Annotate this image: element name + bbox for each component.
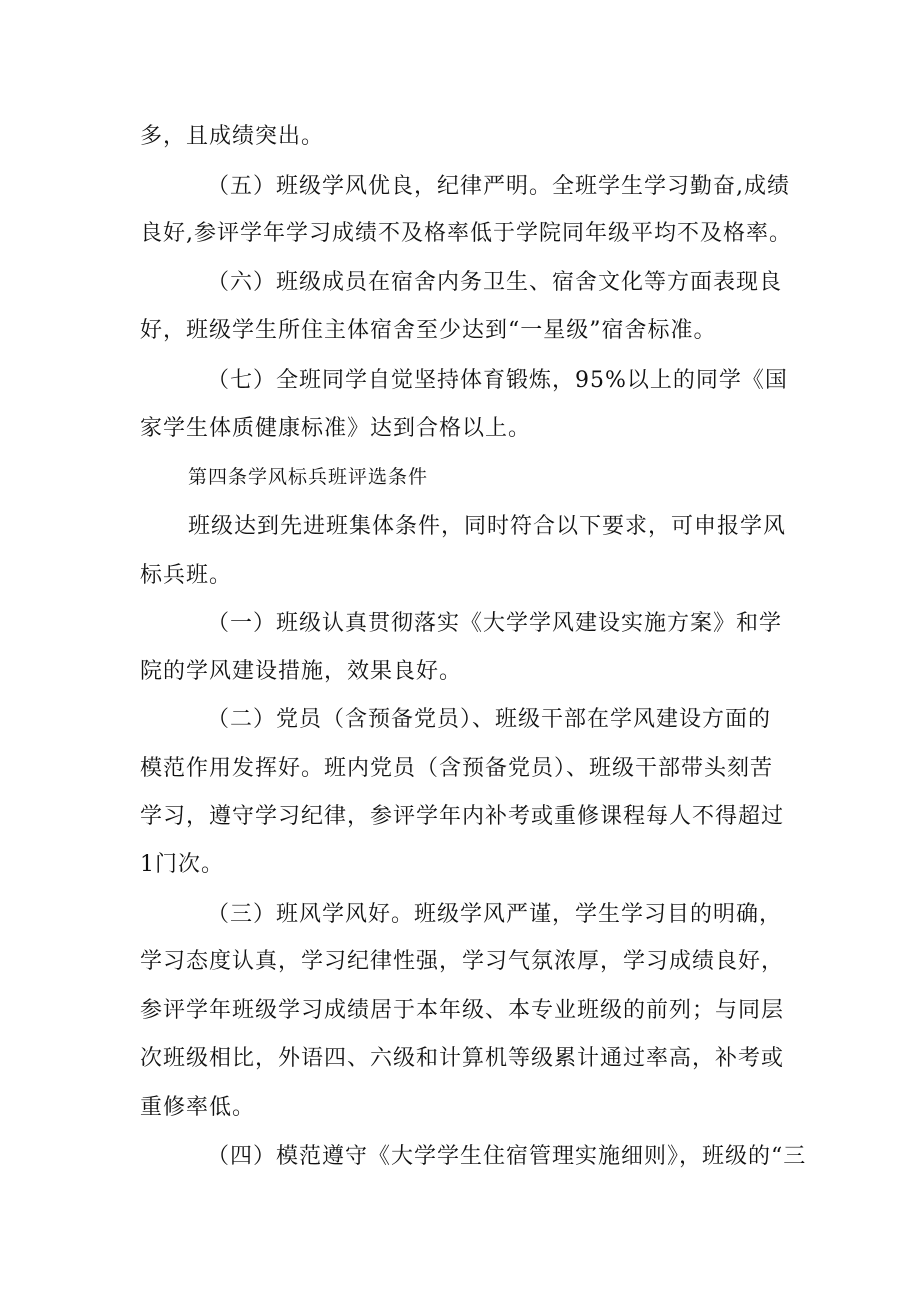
paragraph-line: 模范作用发挥好。班内党员（含预备党员）、班级干部带头刻苦 — [140, 756, 774, 781]
paragraph-line: （六）班级成员在宿舍内务卫生、宿舍文化等方面表现良 — [207, 270, 783, 295]
paragraph-line: （五）班级学风优良，纪律严明。全班学生学习勤奋,成绩 — [207, 174, 790, 199]
paragraph-line: 1门次。 — [140, 852, 224, 877]
paragraph-line: 学习态度认真，学习纪律性强，学习气氛浓厚，学习成绩良好， — [140, 949, 785, 974]
paragraph-line: （一）班级认真贯彻落实《大学学风建设实施方案》和学 — [207, 611, 783, 636]
paragraph-line: （三）班风学风好。班级学风严谨，学生学习目的明确， — [207, 902, 783, 927]
paragraph-line: 学习，遵守学习纪律，参评学年内补考或重修课程每人不得超过 — [140, 804, 785, 829]
paragraph-line: （二）党员（含预备党员）、班级干部在学风建设方面的 — [207, 707, 772, 732]
paragraph-line: （七）全班同学自觉坚持体育锻炼，95%以上的同学《国 — [207, 368, 788, 393]
paragraph-line: 次班级相比，外语四、六级和计算机等级累计通过率高，补考或 — [140, 1046, 785, 1071]
paragraph-line: （四）模范遵守《大学学生住宿管理实施细则》，班级的“三 — [207, 1144, 807, 1169]
paragraph-line: 参评学年班级学习成绩居于本年级、本专业班级的前列；与同层 — [140, 998, 785, 1023]
paragraph-line: 标兵班。 — [140, 563, 233, 588]
paragraph-line: 班级达到先进班集体条件，同时符合以下要求，可申报学风 — [188, 514, 787, 539]
paragraph-line: 良好,参评学年学习成绩不及格率低于学院同年级平均不及格率。 — [140, 221, 792, 246]
paragraph-line: 多，且成绩突出。 — [140, 124, 325, 149]
paragraph-line: 好，班级学生所住主体宿舍至少达到“一星级”宿舍标准。 — [140, 318, 717, 343]
paragraph-line: 重修率低。 — [140, 1095, 256, 1120]
paragraph-line: 家学生体质健康标准》达到合格以上。 — [140, 416, 532, 441]
paragraph-line: 院的学风建设措施，效果良好。 — [140, 659, 463, 684]
section-heading: 第四条学风标兵班评选条件 — [188, 466, 429, 488]
